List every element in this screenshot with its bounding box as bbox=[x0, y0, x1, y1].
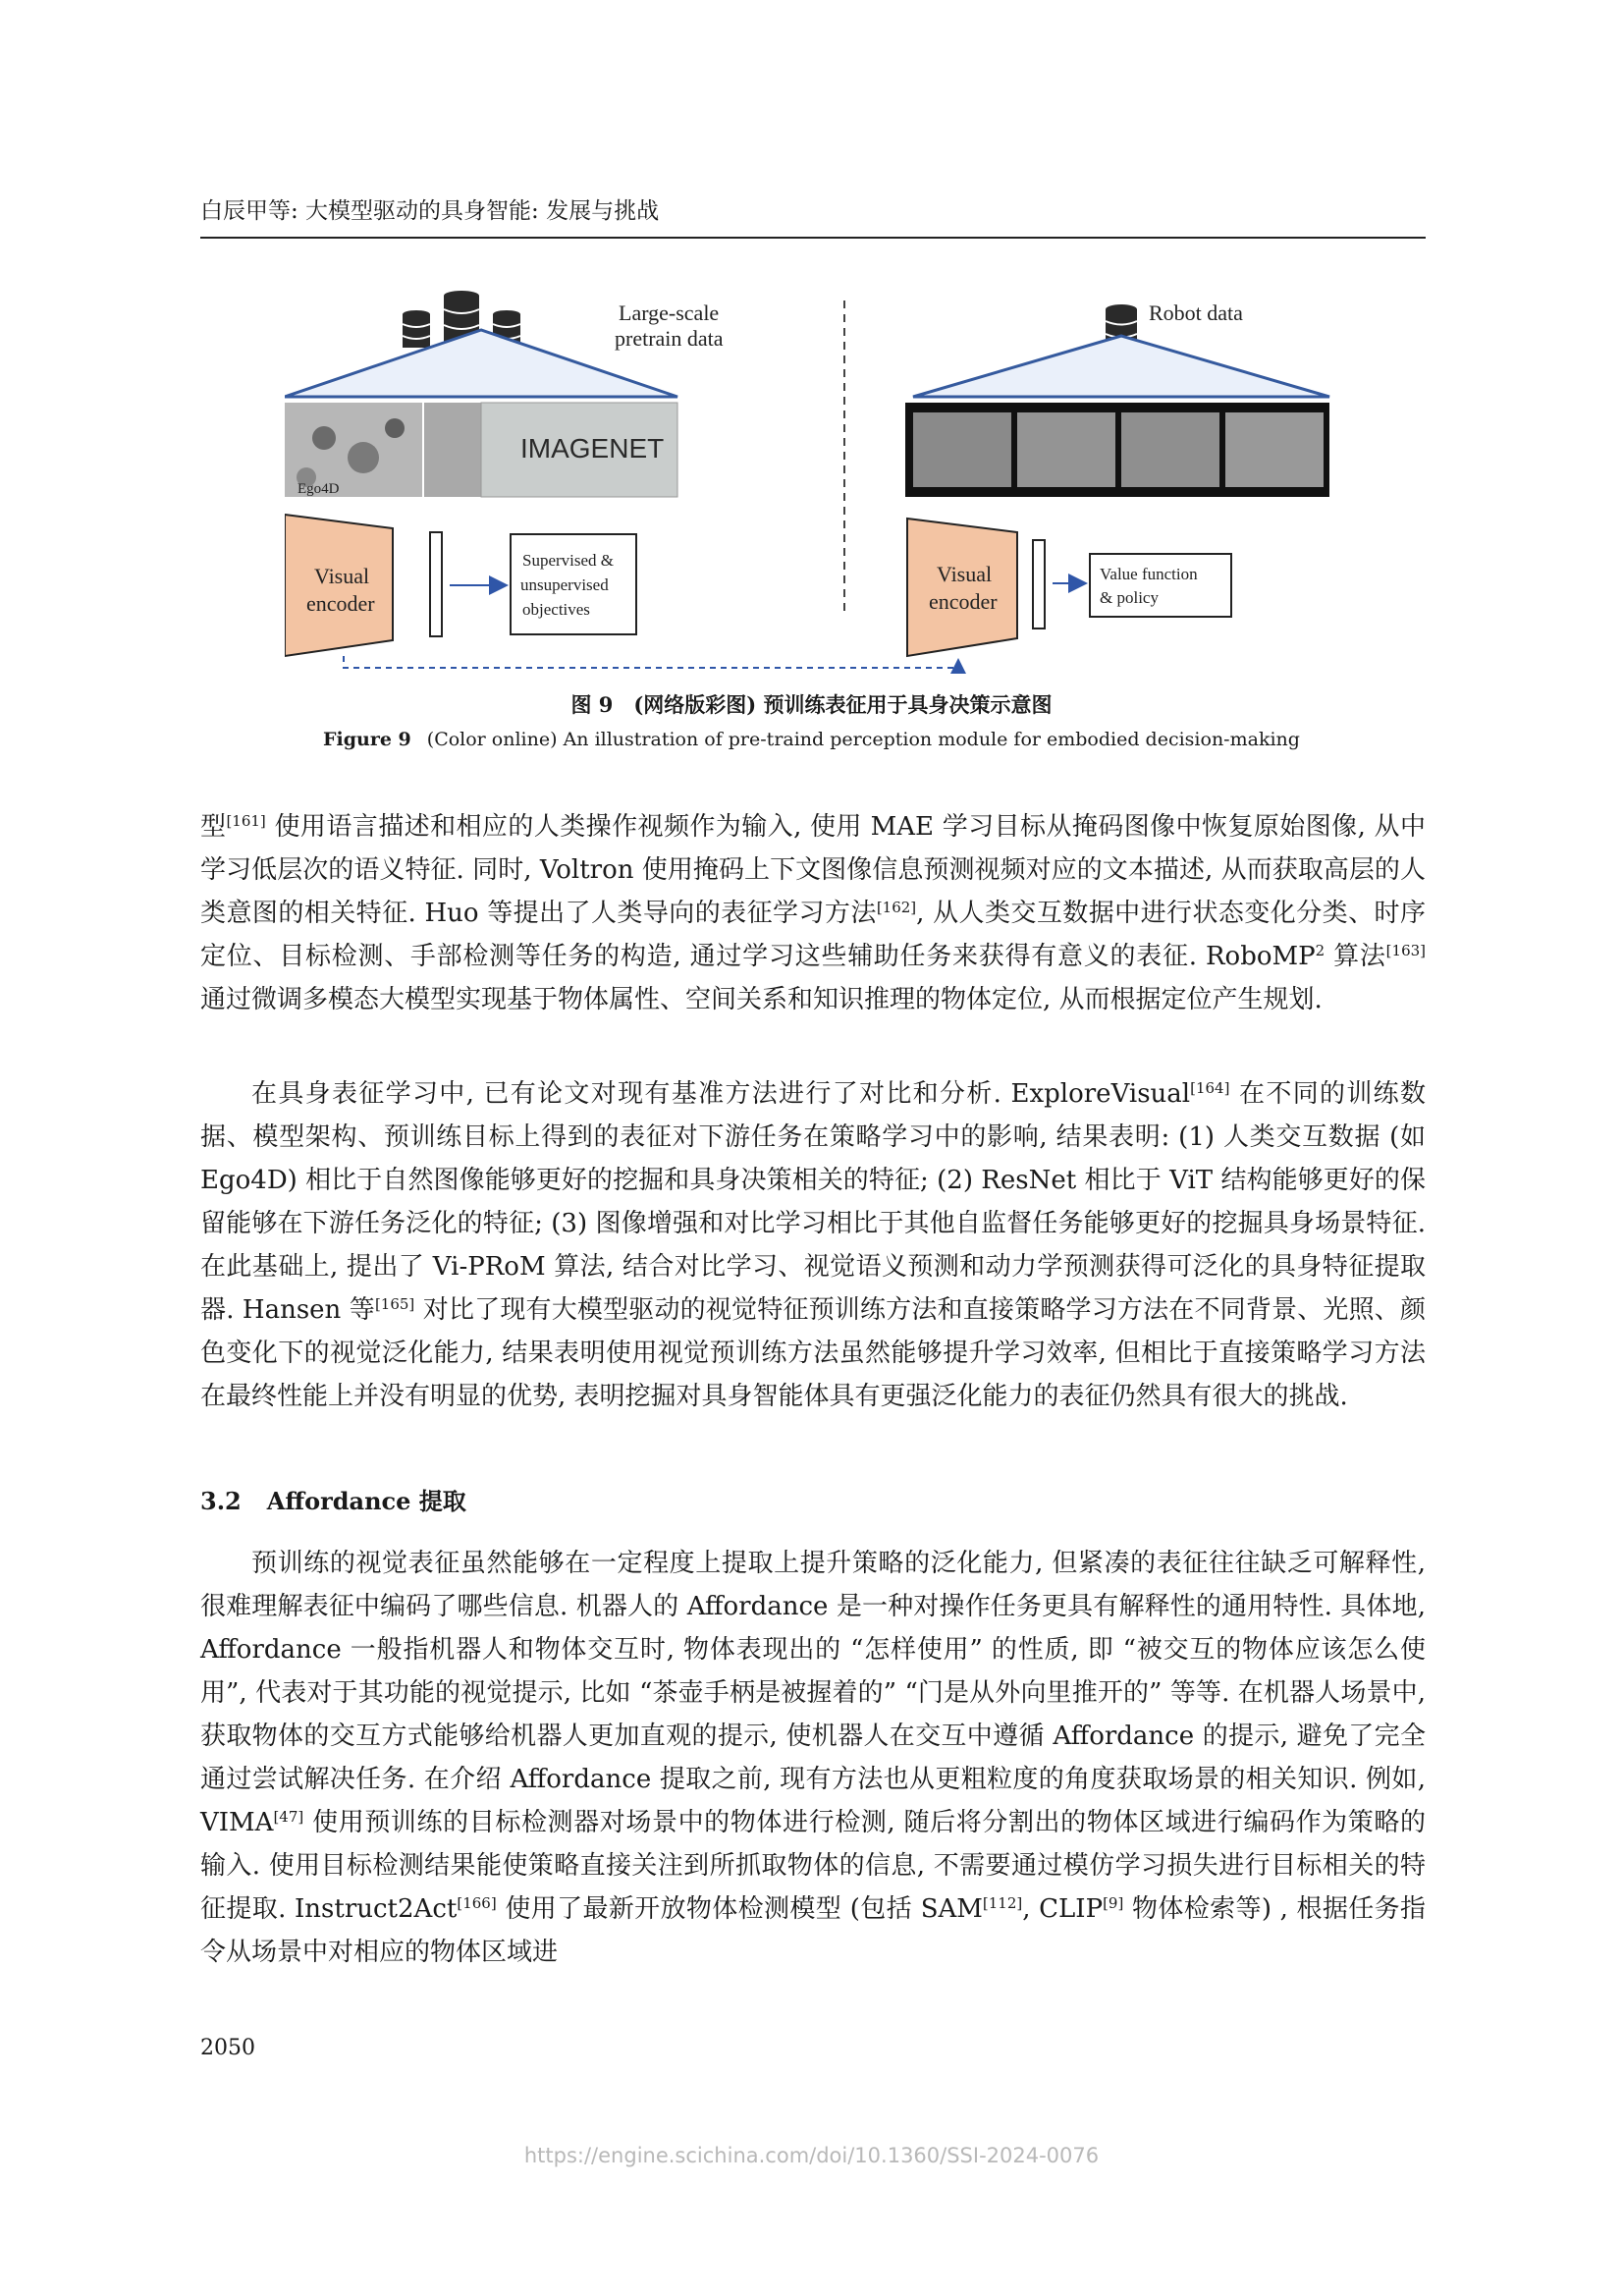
para2-text-2: 在不同的训练数据、模型架构、预训练目标上得到的表征对下游任务在策略学习中的影响, 结果表明: (1) 人类交互数据 (如 Ego4D) 相比于自然图像能够更好的挖掘和具身决策相关的特征; (2) ResNet 相比于 ViT 结构能够更好的保留能够在下游任务泛化的特征; (3) 图像增强和对比学习相比于其他自监督任务能够更好的挖掘具身场景特征. 在此基础上, 提出了 Vi-PRoM 算法, 结合对比学习、视觉语义预测和动力学预测获得可泛化的具身特征提取器. Hansen 等 bbox=[200, 1079, 1426, 1325]
figure-caption-cn: 图 9 (网络版彩图) 预训练表征用于具身决策示意图 bbox=[570, 692, 1053, 717]
citation-165: [165] bbox=[374, 1295, 415, 1313]
ego4d-label: Ego4D bbox=[298, 481, 340, 497]
citation-161: [161] bbox=[226, 812, 266, 830]
right-encoder-label-2: encoder bbox=[929, 589, 998, 614]
para1-text-2: 使用语言描述和相应的人类操作视频作为输入, 使用 MAE 学习目标从掩码图像中恢复原始图像, 从中学习低层次的语义特征. 同时, Voltron 使用掩码上下文图像信息预测视频对应的文本描述, 从而获取高层的人类意图的相关特征. Huo 等提出了人类导向的表征学习方法 bbox=[200, 812, 1426, 928]
citation-162: [162] bbox=[876, 899, 917, 916]
citation-166: [166] bbox=[457, 1894, 497, 1912]
objective-line-1: Supervised & bbox=[522, 551, 615, 570]
paragraph-1 bbox=[200, 805, 1426, 1021]
para3-text-4: , CLIP bbox=[1022, 1894, 1104, 1924]
figure-caption-label: Figure 9 bbox=[323, 729, 411, 750]
figure-diagram bbox=[285, 291, 1345, 674]
right-feature-vector bbox=[1033, 540, 1045, 629]
para2-text-1: 在具身表征学习中, 已有论文对现有基准方法进行了对比和分析. ExploreVisual bbox=[251, 1079, 1191, 1109]
robot-video-frames bbox=[905, 403, 1329, 497]
section-number: 3.2 bbox=[200, 1487, 242, 1515]
paragraph-3 bbox=[200, 1542, 1426, 1974]
citation-47: [47] bbox=[273, 1808, 304, 1826]
paragraph-2 bbox=[200, 1072, 1426, 1418]
para1-text-1: 型 bbox=[200, 812, 227, 842]
left-data-label-2: pretrain data bbox=[615, 326, 724, 351]
para2-text-3: 对比了现有大模型驱动的视觉特征预训练方法和直接策略学习方法在不同背景、光照、颜色变化下的视觉泛化能力, 结果表明使用视觉预训练方法虽然能够提升学习效率, 但相比于直接策略学习方法在最终性能上并没有明显的优势, 表明挖掘对具身智能体具有更强泛化能力的表征仍然具有很大的挑战. bbox=[200, 1295, 1426, 1411]
citation-163: [163] bbox=[1385, 942, 1427, 959]
robot-data-label: Robot data bbox=[1149, 301, 1243, 325]
para3-text-5: 物体检索等) , 根据任务指令从场景中对相应的物体区域进 bbox=[200, 1894, 1426, 1967]
section-heading bbox=[200, 1482, 466, 1516]
figure-caption-en bbox=[0, 729, 1623, 750]
para3-text-3: 使用了最新开放物体检测模型 (包括 SAM bbox=[496, 1894, 983, 1924]
citation-9: [9] bbox=[1103, 1894, 1124, 1912]
left-data-label-1: Large-scale bbox=[619, 301, 720, 325]
superscript-2: 2 bbox=[1315, 942, 1325, 959]
objective-line-2: unsupervised bbox=[520, 575, 609, 594]
left-feature-vector bbox=[430, 532, 442, 636]
para1-text-5: 通过微调多模态大模型实现基于物体属性、空间关系和知识推理的物体定位, 从而根据定位产生规划. bbox=[200, 985, 1323, 1014]
right-visual-encoder bbox=[907, 519, 1017, 656]
section-title: Affordance 提取 bbox=[266, 1487, 466, 1515]
database-icon bbox=[403, 310, 430, 348]
left-encoder-label-1: Visual bbox=[314, 564, 370, 588]
citation-112: [112] bbox=[982, 1894, 1023, 1912]
citation-164: [164] bbox=[1190, 1079, 1230, 1097]
right-data-triangle bbox=[913, 336, 1329, 397]
page-number: 2050 bbox=[200, 2036, 255, 2060]
para3-text-1: 预训练的视觉表征虽然能够在一定程度上提取上提升策略的泛化能力, 但紧凑的表征往往缺乏可解释性, 很难理解表征中编码了哪些信息. 机器人的 Affordance 是一种对操作任务更具有解释性的通用特性. 具体地, Affordance 一般指机器人和物体交互时, 物体表现出的 “怎样使用” 的性质, 即 “被交互的物体应该怎么使用”, 代表对于其功能的视觉提示, 比如 “茶壶手柄是被握着的” “门是从外向里推开的” 等等. 在机器人场景中, 获取物体的交互方式能够给机器人更加直观的提示, 使机器人在交互中遵循 Affordance 的提示, 避免了完全通过尝试解决任务. 在介绍 Affordance 提取之前, 现有方法也从更粗粒度的角度获取场景的相关知识. 例如, VIMA bbox=[200, 1549, 1426, 1837]
figure-caption-text: (Color online) An illustration of pre-traind perception module for embodied decision-making bbox=[426, 729, 1300, 750]
transfer-dashed-arrow bbox=[344, 656, 958, 668]
para1-text-4: 算法 bbox=[1325, 942, 1386, 971]
right-encoder-label-1: Visual bbox=[937, 562, 993, 586]
left-encoder-label-2: encoder bbox=[306, 591, 375, 616]
output-line-2: & policy bbox=[1100, 588, 1159, 607]
imagenet-logo: IMAGENET bbox=[520, 433, 665, 464]
value-policy-box bbox=[1090, 554, 1231, 617]
running-header: 白辰甲等: 大模型驱动的具身智能: 发展与挑战 bbox=[200, 192, 1426, 239]
footer-url[interactable]: https://engine.scichina.com/doi/10.1360/SSI-2024-0076 bbox=[523, 2144, 1100, 2167]
para1-text-3: , 从人类交互数据中进行状态变化分类、时序定位、目标检测、手部检测等任务的构造, 通过学习这些辅助任务来获得有意义的表征. RoboMP bbox=[200, 899, 1426, 971]
output-line-1: Value function bbox=[1100, 565, 1198, 583]
para3-text-2: 使用预训练的目标检测器对场景中的物体进行检测, 随后将分割出的物体区域进行编码作为策略的输入. 使用目标检测结果能使策略直接关注到所抓取物体的信息, 不需要通过模仿学习损失进行目标相关的特征提取. Instruct2Act bbox=[200, 1808, 1426, 1924]
objective-line-3: objectives bbox=[522, 600, 590, 619]
figure-9 bbox=[285, 291, 1345, 674]
